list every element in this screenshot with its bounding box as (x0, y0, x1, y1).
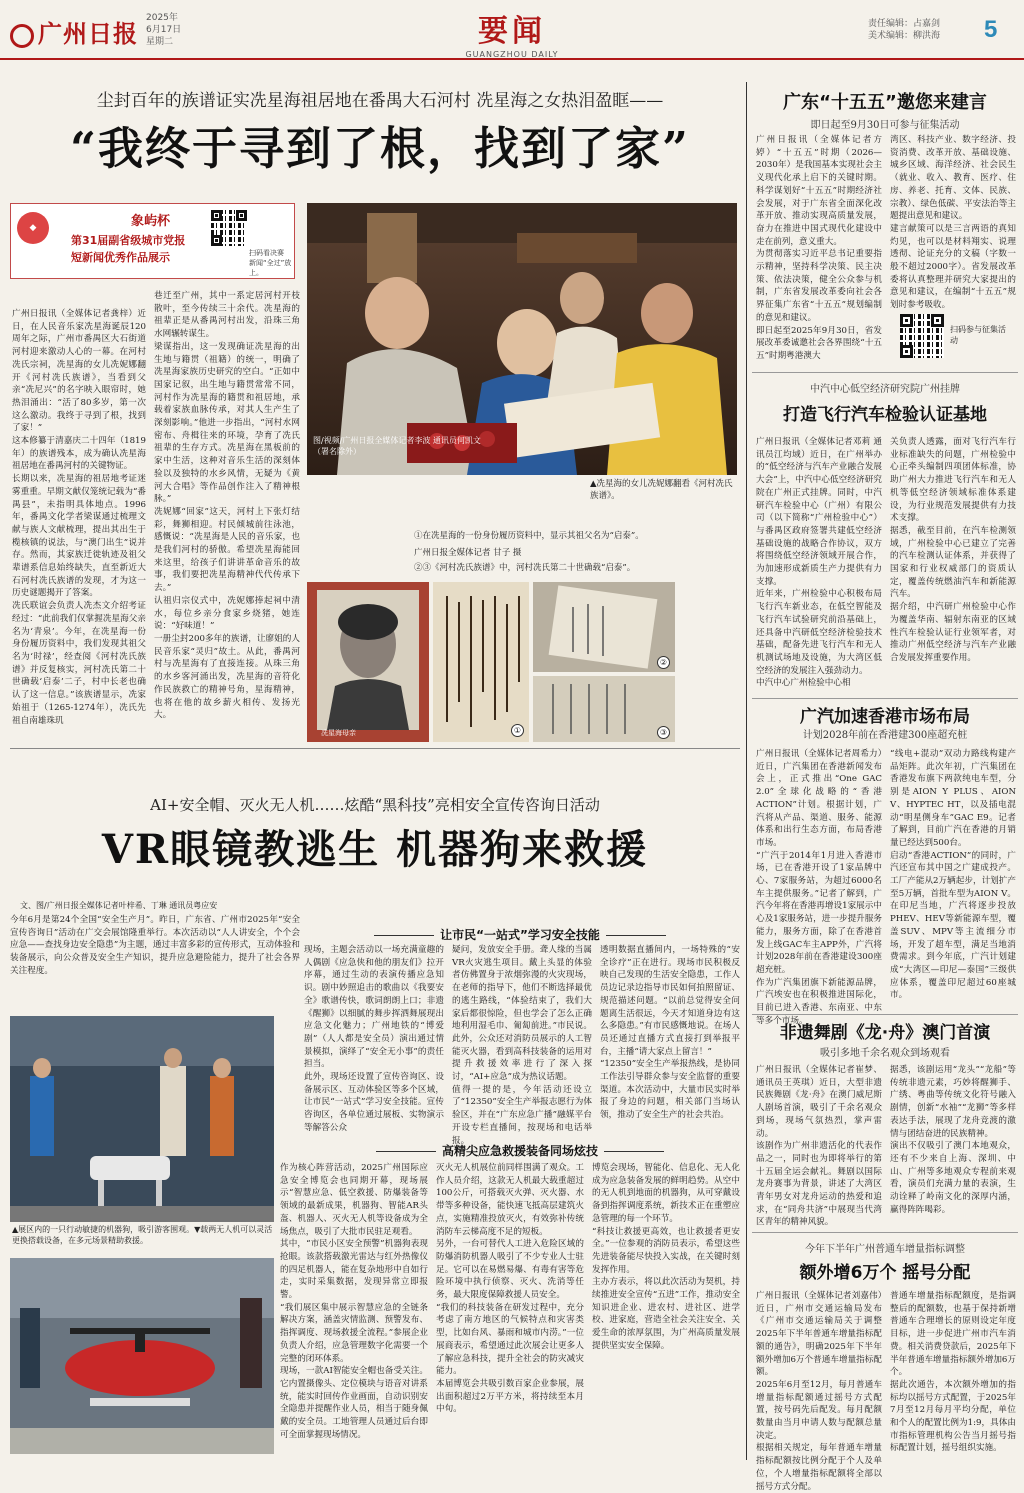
ad-brand: 象屿杯 (131, 214, 171, 229)
genealogy-detail-image (533, 676, 675, 742)
article3-subtitle: 计划2028年前在香港建300座超充桩 (802, 730, 968, 741)
portrait-photo (307, 582, 429, 742)
lead-main-photo (307, 203, 737, 475)
robot-dog-exhibition-image (10, 1016, 274, 1222)
contest-logo-icon: ◆ (17, 212, 49, 244)
story2-kicker: AI+安全帽、灭火无人机……炫酷“黑科技”亮相安全宣传咨询日活动 (150, 796, 600, 814)
divider (752, 1014, 1018, 1015)
photo-caption-3: ②③《河村冼氏族谱》中，河村冼氏第二十世确载“启泰”。 (414, 563, 636, 573)
article5-col-1: 广州日报讯（全媒体记者刘嘉伟）近日，广州市交通运输局发布《广州市交通运输局关于调整2025年下半年普通车增量指标配额的通告》，明确2025年下半年额外增加6万个普通车增量指标配额。 2025年6月至12月，每月普通车增量指标配额通过摇号方式配置，按号码先后配发。每月配额数量由当月申请人数与配额总量决定。 根据相关规定，每年普通车增量指标配额按比例分配于个人及单位，个人增量指标配额将全部以摇号方式分配。 (756, 1291, 882, 1492)
article4-title: 非遗舞剧《龙·舟》澳门首演 (779, 1023, 991, 1043)
article4-col-2: 据悉，该剧运用“龙头”“龙船”等传统非遗元素，巧妙将醒狮手、广绣、粤曲等传统文化符号融入剧情，创新“水袖”“龙狮”等多样表达手法，展现了龙舟竞渡的激情与团结奋进的民族精神。 演出不仅吸引了澳门本地观众，还有不少来自上海、深圳、中山、广州等多地观众专程前来观看，演员们充满力量的表演，生动诠释了岭南文化的深厚内涵，赢得阵阵喝彩。 (890, 1065, 1016, 1215)
photo-number-1: ① (511, 724, 524, 737)
article3-col-2: “线电+混动”双动力路线构建产品矩阵。此次年初，广汽集团在香港发布旗下两款纯电车型，分别是AION Y PLUS、AION V、HYPTEC HT，以及插电混动“明星侧身车”GAC E9。记者了解到，目前广汽在香港的月销量已经达到500台。 启动“香港ACTION”的同时，广汽还宣布其中国之广建成投产。工厂产能从2万辆起步，计划扩产至5万辆，首批车型为AION V。在印尼当地，广汽将逐步投放PHEV、HEV等新能源车型，覆盖SUV、MPV等主流细分市场，开发了超车型，满足当地消费需求。到今年底，广汽计划建成“大湾区—印尼—泰国”三级供应体系，覆盖印尼超过60座城市。 (890, 749, 1016, 1001)
photo-caption-2: 广州日报全媒体记者 甘子 摄 (414, 548, 522, 558)
story2-subhead-1: 让市民“一站式”学习安全技能 (300, 926, 740, 943)
logo-ring-icon (10, 24, 34, 48)
genealogy-page-photo (433, 582, 529, 742)
mother-portrait-image (307, 582, 429, 742)
story2-col-4: 作为核心阵营活动，2025广州国际应急安全博览会也同期开幕，现场展示“智慧应急、低空救援、防爆装备等领域的最新成果，机器狗、智能AR头盔、机器人、灭火无人机等设备成为全场焦点，吸引了大批市民驻足观看。 其中，“市民小区安全预警”机器狗表现抢眼。该款搭载激光雷达与红外热像仪的四足机器人，能在复杂地形中自如行走，实时采集数据，发现异常立即报警。 “我们展区集中展示智慧应急的全链条解决方案，涵盖灾情监测、预警发布、指挥调度、现场救援全流程。”参展企业负责人介绍，应急管理数字化需要一个完整的闭环体系。 现场，一款AI智能安全帽也备受关注。它内置摄像头、定位模块与语音对讲系统，能实时回传作业画面，自动识别安全隐患并提醒作业人员，相当于随身佩戴的安全员。工地管理人员通过后台即可全面掌握现场情况。 (280, 1163, 428, 1440)
article4-col-1: 广州日报讯（全媒体记者崔梦、通讯员王英琪）近日，大型非遗民族舞剧《龙·舟》在澳门威尼斯人剧场首演，吸引了千余名观众到场，现场气氛热烈，掌声雷动。 该剧作为广州非遗活化的代表作品之一，同时也为即将举行的第十五届全运会献礼。舞剧以国际龙舟赛事为背景，讲述了大湾区青年男女对龙舟运动的热爱和追求，在“同舟共济”中展现当代湾区青年的精神风貌。 (756, 1065, 882, 1228)
article4-subtitle: 吸引多地千余名观众到场观看 (820, 1048, 950, 1059)
contest-ad (10, 203, 295, 279)
story2-headline: VR眼镜教逃生 机器狗来救援 (101, 826, 649, 873)
article1-col-1: 广州日报讯（全媒体记者方婷）“十五五”时期（2026—2030年）是我国基本实现社会主义现代化承上启下的关键时期。科学谋划好“十五五”时期经济社会发展，对于广东省全面深化改革开放、推动实现高质量发展，奋力在推进中国式现代化建设中走在前列，意义重大。 为贯彻落实习近平总书记重要指示精神，坚持科学决策、民主决策、依法决策，健全公众参与机制，广东省发展改革委向社会各界征集广东省“十五五”规划编制的意见和建议。 即日起至2025年9月30日，省发展改革委诚邀社会各界围绕“十五五”时期粤港澳大 (756, 135, 882, 361)
section-title: 要闻 GUANGZHOU DAILY (465, 14, 559, 59)
article3-col-1: 广州日报讯（全媒体记者周希力）近日，广汽集团在香港新闻发布会上，正式推出“One GAC 2.0”全球化战略的“香港ACTION”计划。根据计划，广汽将从产品、渠道、服务、能源体系和出行生态方面，布局香港市场。 “广汽于2014年1月进入香港市场，已在香港开设了1家品牌中心、7家服务站，为超过6000名车主提供服务。”记者了解到，广汽今年将在香港再增设1家展示中心及1家服务站，进一步提升服务能力，服务方面，除了在香港首发上线GAC车主APP外，广汽将计划2028年前在香港建设300座超充桩。 作为广汽集团旗下新能源品牌，广汽埃安也在积极推进国际化，目前已进入香港、东南亚、中东等多个市场。 (756, 749, 882, 1026)
newspaper-logo: 广州日报 (10, 14, 138, 49)
ad-line1: 第31届副省级城市党报 (71, 234, 186, 247)
lead-column-2: 巷迁至广州，其中一系定居河村开枝散叶，至今传续三十余代。冼星海的祖辈正是从番禺河村出发，沿珠三角水网辗转谋生。 梁谋指出，这一发现确证冼星海的出生地与籍贯（祖籍）的统一，明确了冼星海家族历史研究的空白。“正如中国家记叙，出生地与籍贯常常不同，河村作为冼星海的籍贯和祖居地，承载着家族血脉传承，对其人生产生了深刻影响。”他进一步指出，“河村水网密布、舟楫往来的环境，孕育了冼氏祖辈的生存方式。冼星海在黑板前的家中生活，这种对音乐生活的深刻体验以及独特的水乡风情，无疑为《黄河大合唱》等作品创作注入了精神根脉。” 冼妮娜“回家”这天，河村上下张灯结彩，舞狮相迎。村民倾城前往泳池，感慨说：“冼星海是人民的音乐家，也是我们河村的骄傲。希望冼星海能回来这里，给孩子们讲讲革命音乐的故事，我们要把冼星海精神代代传承下去。” 认祖归宗仪式中，冼妮娜捧起祠中清水，每位乡亲分食家乡烧猪，她连说：“好味道！” 一册尘封200多年的族谱，让廖姐的人民音乐家“灵归”故土。从此，番禺河村与冼星海有了直接连接。从珠三角的水乡客河涌出发，冼星海的音符化作民族救亡的精神号角，星海精神，也将在他的故乡薪火相传、发扬光大。 (154, 291, 300, 721)
survey-qr-caption: 扫码参与征集活动 (950, 325, 1006, 345)
page-number: 5 (984, 16, 998, 43)
divider (752, 1232, 1018, 1233)
article5-col-2: 普通车增量指标配额度，是指调整后的配额数，也基于保持新增普通车合理增长的原则设定年度目标，进一步促进广州市汽车消费。相关消费贷款后，2025年下半年普通车增量指标额外增加6万个。 据此次通告，本次额外增加的指标均以摇号方式配置，于2025年7月至12月每月平均分配，单位和个人的配置比例为1:9，具体由市指标管理机构公告当月摇号指标配置计划，摇号组织实施。 (890, 1291, 1016, 1454)
genealogy-book-image (533, 582, 675, 672)
article1-col-2: 湾区、科技产业、数字经济、投资消费、改革开放、基础设施、城乡区域、海洋经济、社会民生（就业、收入、教育、医疗、住房、养老、托育、文体、民族、宗教）、绿色低碳、平安法治等主题提出意见和建议。 建言献策可以是三言两语的真知灼见，也可以是材料翔实、说理透彻、论证充分的文稿（字数一般不超过2000字）。省发展改革委将认真整理并研究大家提出的意见和建议，在编制“十五五”规划时参考吸收。 (890, 135, 1016, 311)
article1-title: 广东“十五五”邀您来建言 (783, 92, 987, 113)
story2-byline: 文、图/广州日报全媒体记者叶梓希、丁琳 通讯员粤应安 (20, 901, 218, 910)
story2-intro: 今年6月是第24个全国“安全生产月”。昨日，广东省、广州市2025年“安全宣传咨询日”活动在广交会展馆隆重举行。本次活动以“人人讲安全，个个会应急——查找身边安全隐患”为主题，通过丰富多彩的宣传形式，互动体验和装备展示，向公众普及安全生产知识，提升应急避险能力，提升了社会各界关注程度。 (10, 915, 300, 976)
ad-line2: 短新闻优秀作品展示 (71, 251, 170, 264)
article5-title: 额外增6万个 摇号分配 (799, 1263, 971, 1283)
lead-headline: “我终于寻到了根，找到了家” (70, 122, 690, 175)
article5-kicker: 今年下半年广州普通车增量指标调整 (805, 1244, 965, 1255)
genealogy-text-image (433, 582, 529, 742)
document-photo (533, 582, 675, 672)
photo-number-2: ② (657, 656, 670, 669)
article2-kicker: 中汽中心低空经济研究院广州挂牌 (810, 384, 960, 395)
drone-photo (10, 1258, 274, 1454)
story2-subhead-2: 高精尖应急救援装备同场炫技 (300, 1142, 740, 1159)
column-divider (746, 82, 747, 1460)
firefighting-drone-image (10, 1258, 274, 1454)
photo-credit: 图/视频/广州日报全媒体记者李波 通讯员何凯文（署名除外） (313, 436, 481, 456)
story2-col-1: 现场，主题会活动以一场充满童趣的人偶剧《应急侠和他的朋友们》拉开序幕，通过生动的表演传播应急知识。剧中妙照追击的歌曲以《我要安全》歌谱传快，歌词朗朗上口；非遗《醒狮》以细腻的舞步挥洒舞展现出应急文化魅力；广州地铁的“博爱剧”（人人都是安全员）演出通过情景模拟，演绎了“安全无小事”的责任担当。 此外，现场还设置了宣传咨询区、设备展示区、互动体验区等多个区域，让市民“一站式”学习安全技能。宣传咨询区，各单位通过展板、实物演示等解答公众 (304, 945, 444, 1133)
portrait-label: 冼星海母亲 (321, 729, 356, 737)
robot-dog-photo (10, 1016, 274, 1222)
editors-credit: 责任编辑：占嘉剑 美术编辑：柳洪海 (868, 19, 941, 41)
story2-col-2: 疑问，发放安全手册。聋人缘的当属VR火灾逃生项目。戴上头显的体验者仿佛置身于浓烟弥漫的火灾现场，在老师的指导下，他们不断选择最优的逃生路线，“体验结束了，我们大家后都很惊险，但也学会了怎么正确地利用湿毛巾、匍匐前进。”市民说。此外，公众还对消防员展示的人工智能灭火器，看到高科技装备的运用对提升救援效率进行了深入探讨，“AI+应急”成为热议话题。 值得一提的是，今年活动还设立了“12350”安全生产举报志愿行为体验区，并在“广东应急广播”融媒平台开设专栏直播间，按现场和电话举报。 (452, 945, 592, 1146)
article2-col-1: 广州日报讯（全媒体记者邓莉 通讯员江均域）近日，在广州举办的“低空经济与汽车产业融合发展大会”上，中汽中心低空经济研究院在广州正式挂牌。同时，中汽研汽车检验中心（广州）有限公司（以下简称“广州检验中心”）与番禺区政府签署共建低空经济基础设施的战略合作协议，双方将围绕低空经济领域开展合作，为加速形成新质生产力提供有力支撑。 近年来，广州检验中心积极布局飞行汽车新业态，在低空智能及飞行汽车试验研究前沿基础上，还具备中汽研低空经济检验技术基础，配备先进飞行汽车和无人机测试场地及设施，为大湾区低空经济的发展注入强劲动力。 中汽中心广州检验中心相 (756, 437, 882, 689)
survey-qr-code[interactable] (900, 314, 944, 358)
lead-kicker: 尘封百年的族谱证实冼星海祖居地在番禺大石河村 冼星海之女热泪盈眶—— (96, 91, 664, 111)
story2-col-6: 博览会现场，智能化、信息化、无人化成为应急装备发展的鲜明趋势。从空中的无人机到地面的机器狗，从可穿戴设备到指挥调度系统，新技术正在重塑应急管理的每一个环节。 “科技让救援更高效，也让救援者更安全。”一位参观的消防员表示，希望这些先进装备能尽快投入实战，在关键时刻发挥作用。 主办方表示，将以此次活动为契机，持续推进安全宣传“五进”工作，推动安全知识进企业、进农村、进社区、进学校、进家庭，营造全社会关注安全、关爱生命的浓厚氛围，为广州高质量发展提供坚实安全保障。 (592, 1163, 740, 1351)
article2-col-2: 关负责人透露，面对飞行汽车行业标准缺失的问题，广州检验中心正牵头编制四项团体标准，协助广州大力推进飞行汽车和无人机等低空经济领域标准体系建设，为行业规范发展提供有力技术支撑。 据悉，截至目前，在汽车检测领域，广州检验中心已建立了完善的汽车检测认证体系，并获得了国家和行业权威部门的资质认定，覆盖传统燃油汽车和新能源汽车。 据介绍，中汽研广州检验中心作为覆盖华南、辐射东南亚的区域性汽车检验认证行业领军者，对推动广州低空经济与汽车产业融合发展发挥重要作用。 (890, 437, 1016, 663)
story2-col-3: 透明数据直播间内，一场特殊的“安全诊疗”正在进行。现场市民积极反映自己发现的生活安全隐患，工作人员边记录边指导市民如何拍照留证、规范描述问题。“以前总觉得安全问题离生活很远，今天才知道身边有这么多隐患。”有市民感慨地说。在场人员还通过直播方式直接打到举报平台，主播“请大家点上留言！” “12350”安全生产举报热线，是协同工作法引导群众参与安全监督的重要渠道。本次活动中，大量市民实时举报了身边的问题，相关部门当场认领，推动了安全生产的社会共治。 (600, 945, 740, 1121)
photo-caption-1: ①在冼星海的一份身份履历资料中，显示其祖父名为“启泰”。 (414, 531, 644, 541)
document-photo-2 (533, 676, 675, 742)
article2-title: 打造飞行汽车检验认证基地 (783, 405, 987, 425)
article1-subtitle: 即日起至9月30日可参与征集活动 (810, 120, 960, 131)
ad-qr-code[interactable] (211, 210, 247, 246)
ad-qr-text: 扫码看决赛 新闻“全过”放上。 (249, 249, 292, 277)
section-divider (10, 748, 740, 749)
photo-caption-robot: ▲展区内的一只行动敏捷的机器狗，吸引游客围观。▼载两无人机可以灵活更换搭载设备，在多元场景精助救援。 (12, 1225, 273, 1245)
lead-column-1: 广州日报讯（全媒体记者龚梓）近日，在人民音乐家冼星海诞辰120周年之际，广州市番禺区大石街道河村迎来激动人心的一幕。在河村冼氏宗祠，冼星海的女儿冼妮娜翻开《河村冼氏族谱》，当看到父亲“冼尼兴”的名字映入眼帘时，她热泪涌出：“活了80多岁，第一次这么激动。我终于寻到了根，找到了家！” 这本修纂于清嘉庆二十四年（1819年）的族谱残本，成为确认冼星海祖居地在番禺河村的关键物证。 长期以来，冼星海的祖居地考证迷雾重重。早期文献仅笼统记载为“番禺县”，未指明具体地点。1996年，番禺文化学者梁谋通过梳理文献与族人文献梳理，提出其出生于榄核镇的说法，与“澳门出生”说并存。然而，其家族迁徙轨迹及祖父辈谱系信息始终缺失，直至新近大石河村冼氏族谱的发现，才为这一历史谜题揭开了答案。 冼氏联谊会负责人冼杰文介绍考证经过：“此前我们仅掌握冼星海父亲名为‘青泉’。今年，在冼星海一份身份履历资料中，我们发现其祖父名为‘时禄’，经查阅《河村冼氏族谱》并反复核实，河村冼氏第二十世确载‘启泰’二子，村中长老也确认了这一信息。”该族谱显示，冼家始祖于（1265-1274年），冼氏先祖自南雄珠玑 (12, 309, 146, 726)
divider (752, 372, 1018, 373)
article3-title: 广汽加速香港市场布局 (800, 707, 970, 727)
photo-number-3: ③ (657, 726, 670, 739)
divider (752, 698, 1018, 699)
story2-col-5: 灭火无人机展位前同样围满了观众。工作人员介绍，这款无人机最大载重超过100公斤，可搭载灭火弹、灭火器、水带等多种设备，能快速飞抵高层建筑火点，实施精准投放灭火，有效弥补传统消防车云梯高度不足的短板。 另外，一台可替代人工进入危险区域的防爆消防机器人吸引了不少专业人士驻足。它可以在易燃易爆、有毒有害等危险环境中执行侦察、灭火、洗消等任务，最大限度保障救援人员安全。 “我们的科技装备在研发过程中，充分考虑了南方地区的气候特点和灾害类型，比如台风、暴雨和城市内涝。”一位展商表示，希望通过此次展会让更多人了解应急科技，提升全社会的防灾减灾能力。 本届博览会共吸引数百家企业参展，展出面积超过2万平方米，将持续至本月中旬。 (436, 1163, 584, 1415)
photo-caption-daughter: ▲冼星海的女儿冼妮娜翻看《河村冼氏族谱》。 (590, 479, 733, 501)
issue-date: 2025年 6月17日 星期二 (146, 13, 182, 47)
